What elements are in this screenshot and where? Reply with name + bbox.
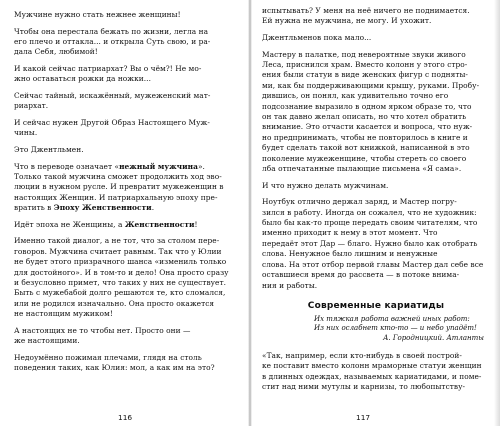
left-paragraph-4: Сейчас тайный, искажённый, мужеженский мат- риархат. (14, 91, 211, 111)
section-title: Современные кариатиды (307, 300, 445, 311)
right-paragraph-4: И что нужно делать мужчинам. (262, 180, 389, 190)
left-paragraph-6: Это Джентльмен. (14, 145, 84, 154)
right-paragraph-3: Мастеру в палатке, под невероятные звуки живого Леса, приснился храм. Вместо колонн у этого стро- ения были статуи в виде женских фигур с подняты- ми, как бы поддерживающими крышу, руками. Пробу- дившись, он понял, как удивительно точно его подсознание выразило в одном ярком образе то, что он так давно желал описать, но что хотел обратить внимание. Это отчасти касается и вопроса, что нуж- но предпринимать, чтобы не повторилось в книге и будет сделать такой вот книжкой, написанной в это поколение мужеженщине, чтобы стереть со своего лба отпечатанные пылающие письмена «Я сама». (262, 49, 480, 174)
left-paragraph-5: И сейчас нужен Другой Образ Настоящего Муж- чины. (14, 118, 210, 138)
right-paragraph-1: испытывать? У меня на неё ничего не поднимается. Ей нужна не мужчина, не могу. И ухожит. (262, 6, 470, 26)
left-paragraph-7: Что в переводе означает «нежный мужчина». Только такой мужчина сможет продолжить ход эво- люции в нужном русле. И превратит мужеженщин в настоящих Женщин. И патриархальную эпоху пре- вратить в Эпоху Женственности. (14, 161, 224, 213)
left-paragraph-10: А настоящих не то чтобы нет. Просто они — же настоящими. (14, 325, 191, 346)
epigraph-author: А. Городницкий. Атланты (383, 333, 484, 342)
left-paragraph-2: Чтобы она перестала бежать по жизни, легла на его плечо и оттакла... и открыла Суть свою, и ра- дала Себя, любимой! (14, 26, 211, 57)
left-paragraph-9: Именно такой диалог, а не тот, что за столом пере- говоров. Мужчина считает равным. Так что у Юлии не будет этого призрачного шанса «измениль только для достойного». И в том-то и дело! Она просто сразу и безусловно примет, что таких у них не существует. Быть с мужебабой долго решаются те, кто сломался, или не родился изначально. Она просто окажется не настоящим мужиком! (14, 236, 229, 319)
left-paragraph-1: Мужчине нужно стать нежнее женщины! (14, 10, 181, 19)
left-paragraph-3: И какой сейчас патриархат? Вы о чём?! Не мо- жно оставаться рожки да ножки... (14, 64, 202, 84)
page-edge-shadow (494, 0, 500, 426)
page-number-left: 116 (118, 413, 133, 422)
left-paragraph-11: Недоумённо пожимая плечами, глядя на столь поведения таких, как Юлия: мол, а как им на это? (14, 352, 215, 373)
closing-paragraph: «Так, например, если кто-нибудь в своей построй- ке поставит вместо колонн мраморные статуи женщин в длинных одеждах, называемых кариатидами, и поме- стит над ними мутулы и карнизы, то любопытству- (262, 350, 482, 392)
right-paragraph-5: Ноутбук отлично держал заряд, и Мастер погру- зился в работу. Иногда он сожалел, что не художник: было бы как-то проще передать своим читателям, что именно приходит к нему в этот момент. Что передаёт этот Дар — благо. Нужно было как отобрать слова. Ненужное было лишним и ненужные слова. На этот отбор первой главы Мастер дал себе все оставшиеся время до рассвета — в потоке внима- ния и работы. (262, 197, 484, 290)
page-number-right: 117 (356, 413, 371, 422)
epigraph: Их тяжкая работа важней иных работ: Из них ослабнет кто-то — и небо упадёт! (314, 314, 477, 332)
left-paragraph-8: Идёт эпоха не Женщины, а Женственности! (14, 219, 198, 229)
right-page (250, 0, 500, 426)
right-paragraph-2: Джентльменов пока мало... (262, 33, 372, 42)
